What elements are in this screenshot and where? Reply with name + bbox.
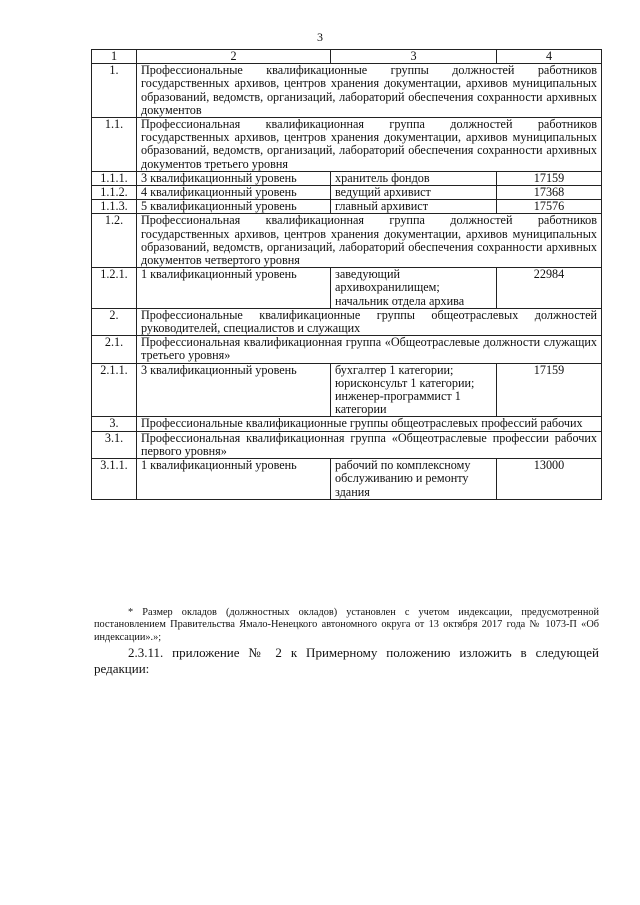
table-row <box>92 186 602 200</box>
footnote-text: * Размер окладов (должностных окладов) установлен с учетом индексации, предусмотренной постановлением Правительства Ямало-Ненецкого автономного округа от 13 октября 2017 года № 1073-П «Об индексации».»; <box>94 607 599 643</box>
position-name: главный архивист <box>331 200 497 214</box>
row-number: 2.1. <box>92 336 137 363</box>
group-title: Профессиональная квалификационная группа «Общеотраслевые должности служащих третьего уровня» <box>137 336 602 363</box>
table-row <box>92 268 602 309</box>
group-row <box>92 308 602 335</box>
table-row <box>92 459 602 500</box>
qualification-level: 3 квалификационный уровень <box>137 363 331 417</box>
header-cell: 1 <box>92 50 137 64</box>
footnote <box>94 607 599 644</box>
group-row <box>92 417 602 431</box>
group-title: Профессиональные квалификационные группы должностей работников государственных архивов, центров хранения документации, архивов муниципальных образований, ведомств, организаций, лабораторий обеспечения сохранности архивных документов <box>137 64 602 118</box>
group-title: Профессиональные квалификационные группы общеотраслевых должностей руководителей, специалистов и служащих <box>137 308 602 335</box>
amendment-text: 2.3.11. приложение № 2 к Примерному положению изложить в следующей редакции: <box>94 645 599 676</box>
qualification-level: 5 квалификационный уровень <box>137 200 331 214</box>
salary-value: 22984 <box>497 268 602 309</box>
salary-value: 17368 <box>497 186 602 200</box>
amendment-paragraph <box>94 645 599 676</box>
header-cell: 3 <box>331 50 497 64</box>
salary-value: 17159 <box>497 171 602 185</box>
group-row <box>92 64 602 118</box>
header-row <box>92 50 602 64</box>
salary-value: 13000 <box>497 459 602 500</box>
row-number: 2. <box>92 308 137 335</box>
header-cell: 2 <box>137 50 331 64</box>
header-cell: 4 <box>497 50 602 64</box>
table-row <box>92 171 602 185</box>
salary-value: 17576 <box>497 200 602 214</box>
salary-table <box>91 49 602 500</box>
row-number: 3. <box>92 417 137 431</box>
group-row <box>92 214 602 268</box>
group-title: Профессиональная квалификационная группа должностей работников государственных архивов, центров хранения документации, архивов муниципальных образований, ведомств, организаций, лабораторий обеспечения сохранности архивных документов третьего уровня <box>137 118 602 172</box>
row-number: 1.1.1. <box>92 171 137 185</box>
group-row <box>92 118 602 172</box>
row-number: 3.1.1. <box>92 459 137 500</box>
row-number: 1.1.3. <box>92 200 137 214</box>
qualification-level: 1 квалификационный уровень <box>137 268 331 309</box>
group-title: Профессиональная квалификационная группа «Общеотраслевые профессии рабочих первого уровня» <box>137 431 602 458</box>
row-number: 1.2. <box>92 214 137 268</box>
page-number: 3 <box>317 30 323 44</box>
group-row <box>92 336 602 363</box>
position-name: бухгалтер 1 категории; юрисконсульт 1 категории; инженер-программист 1 категории <box>331 363 497 417</box>
row-number: 2.1.1. <box>92 363 137 417</box>
salary-value: 17159 <box>497 363 602 417</box>
row-number: 1.1. <box>92 118 137 172</box>
row-number: 1.1.2. <box>92 186 137 200</box>
qualification-level: 4 квалификационный уровень <box>137 186 331 200</box>
row-number: 1.2.1. <box>92 268 137 309</box>
position-name: ведущий архивист <box>331 186 497 200</box>
position-name: заведующий архивохранилищем; начальник отдела архива <box>331 268 497 309</box>
group-row <box>92 431 602 458</box>
row-number: 3.1. <box>92 431 137 458</box>
group-title: Профессиональные квалификационные группы общеотраслевых профессий рабочих <box>137 417 602 431</box>
group-title: Профессиональная квалификационная группа должностей работников государственных архивов, центров хранения документации, архивов муниципальных образований, ведомств, организаций, лабораторий обеспечения сохранности архивных документов четвертого уровня <box>137 214 602 268</box>
row-number: 1. <box>92 64 137 118</box>
qualification-level: 3 квалификационный уровень <box>137 171 331 185</box>
qualification-level: 1 квалификационный уровень <box>137 459 331 500</box>
table-row <box>92 200 602 214</box>
position-name: хранитель фондов <box>331 171 497 185</box>
table-row <box>92 363 602 417</box>
position-name: рабочий по комплексному обслуживанию и ремонту здания <box>331 459 497 500</box>
